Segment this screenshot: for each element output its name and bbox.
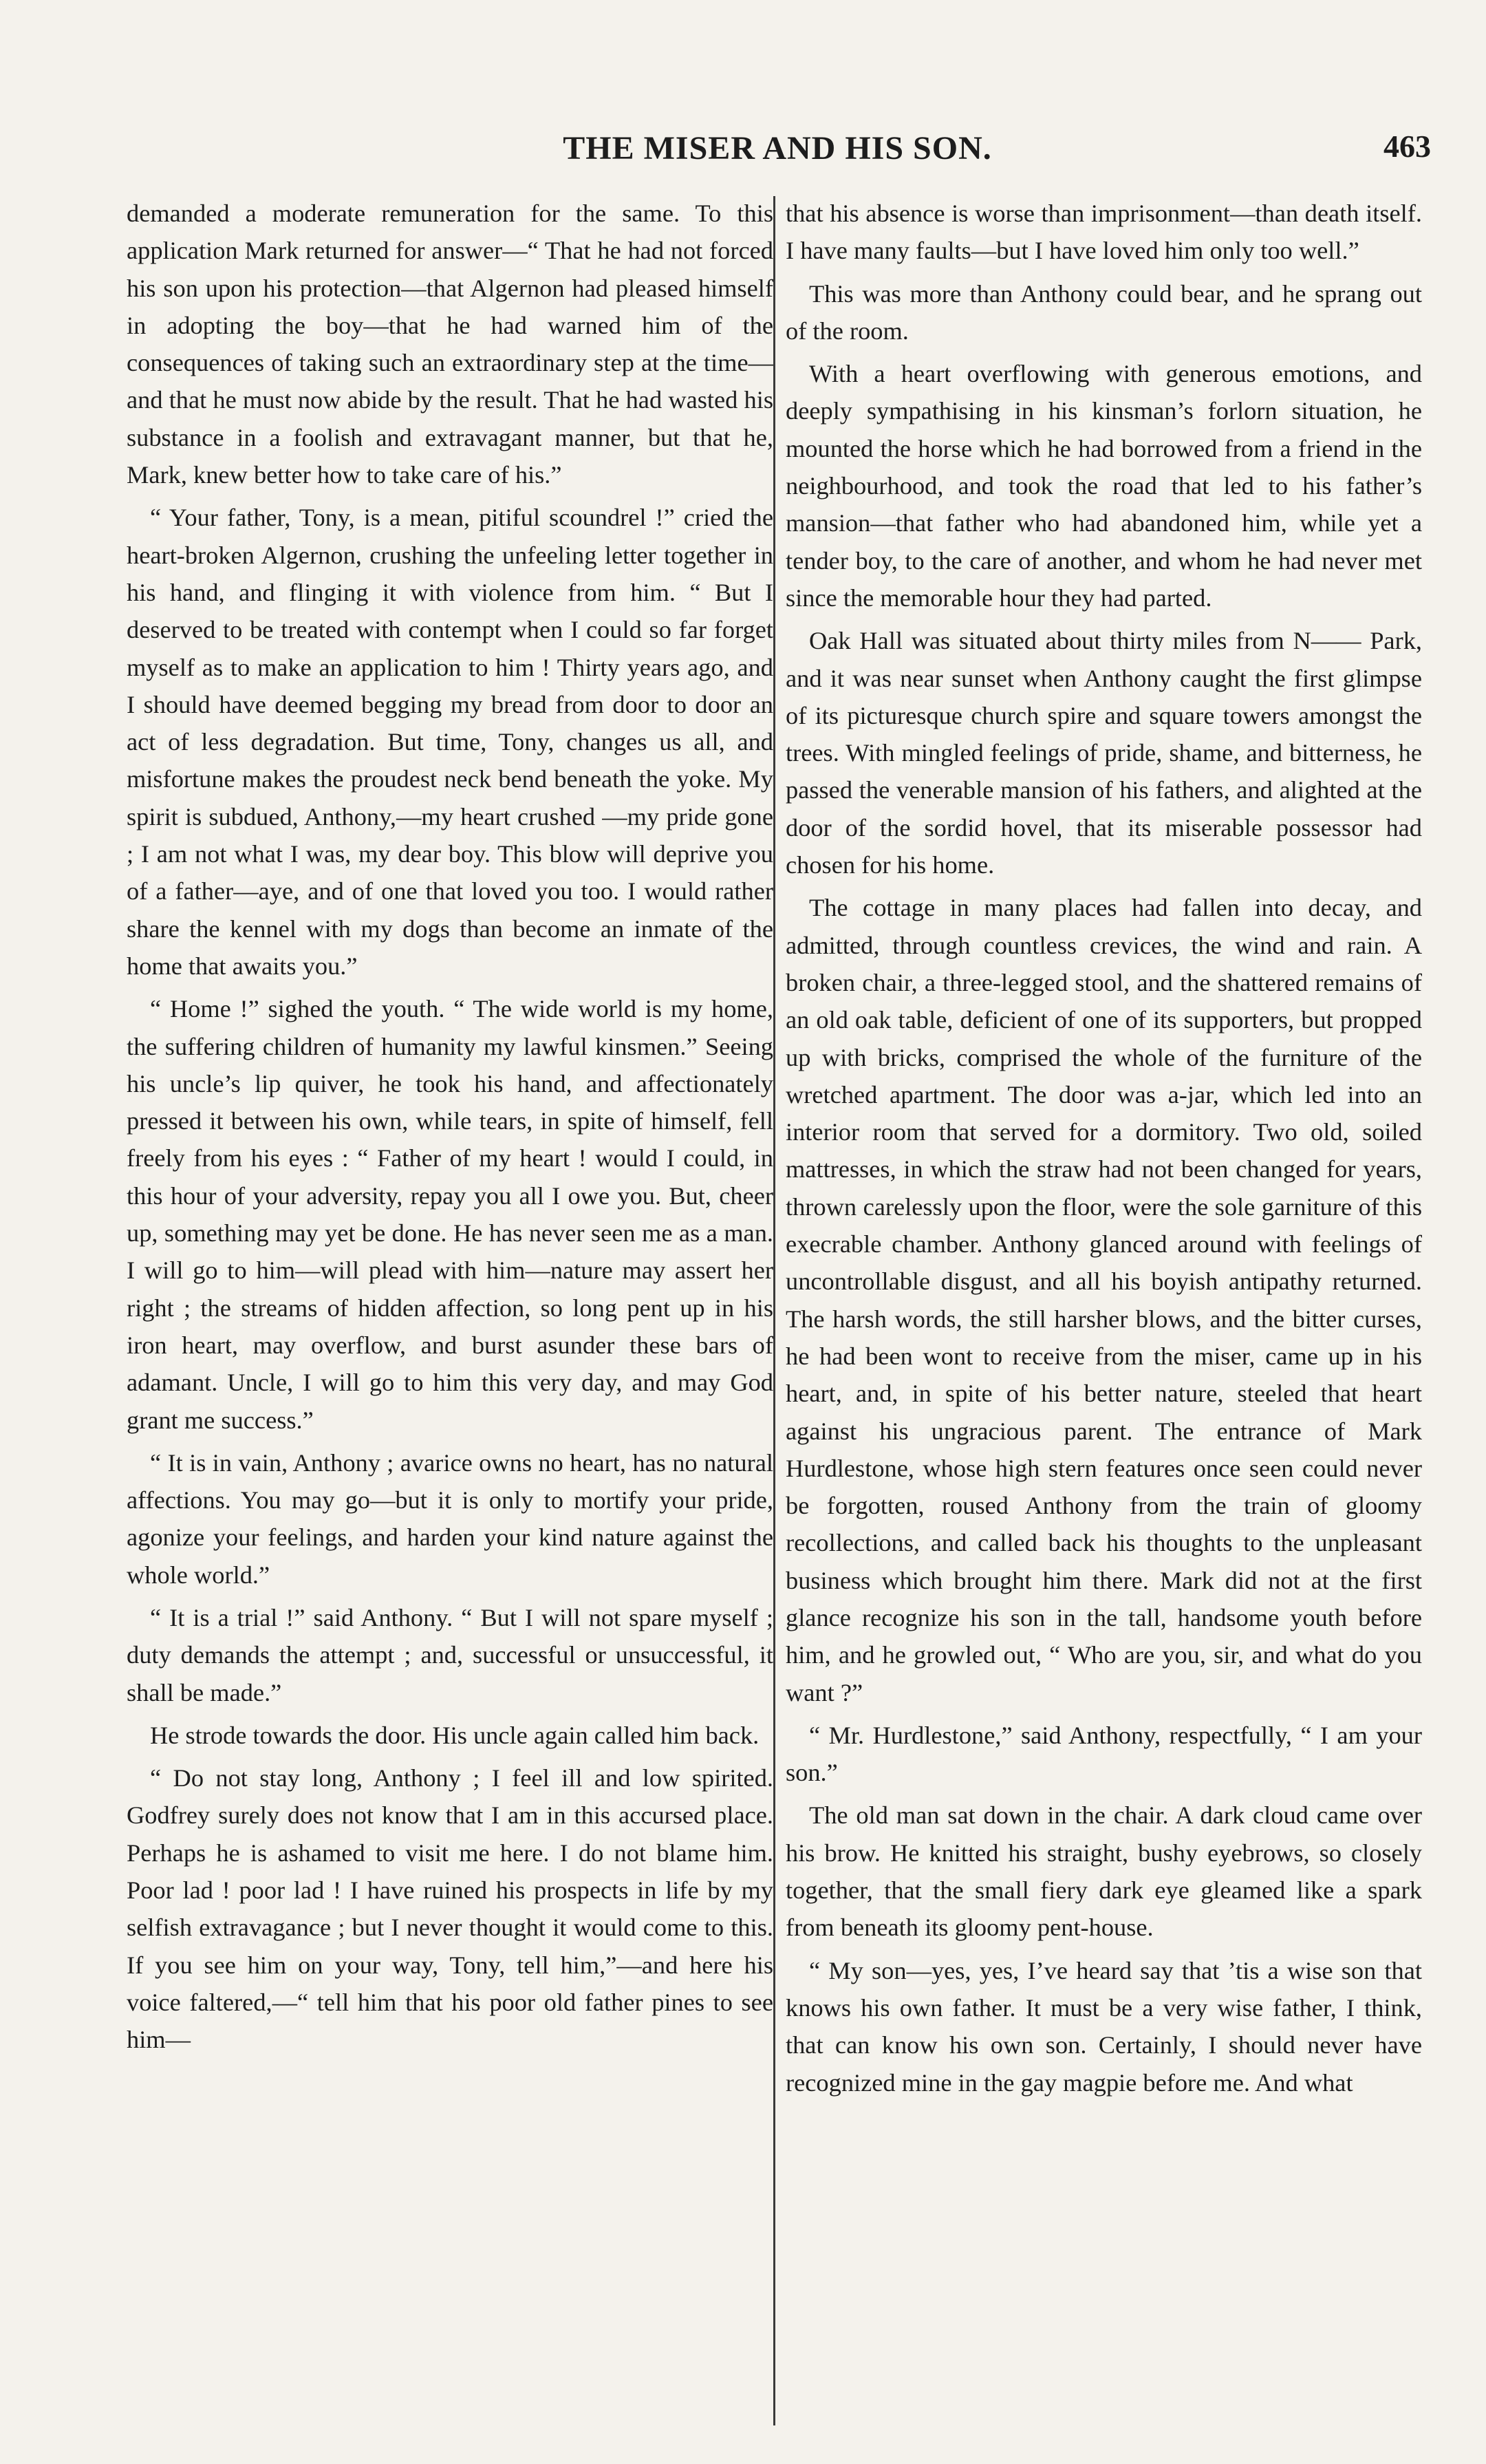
- paragraph: “ Home !” sighed the youth. “ The wide world is my home, the suffering children of humanity my lawful kinsmen.” Seeing his uncle’s lip quiver, he took his hand, and affectionately pressed it between his own, while tears, in spite of himself, fell freely from his eyes : “ Father of my heart ! would I could, in this hour of your adversity, repay you all I owe you. But, cheer up, something may yet be done. He has never seen me as a man. I will go to him—will plead with him—nature may assert her right ; the streams of hidden affection, so long pent up in his iron heart, may overflow, and burst asunder these bars of adamant. Uncle, I will go to him this very day, and may God grant me success.”: [127, 995, 773, 1434]
- paragraph: “ Do not stay long, Anthony ; I feel ill and low spirited. Godfrey surely does not know that I am in this accursed place. Perhaps he is ashamed to visit me here. I do not blame him. Poor lad ! poor lad ! I have ruined his prospects in life by my selfish extravagance ; but I never thought it would come to this. If you see him on your way, Tony, tell him,”—and here his voice faltered,—“ tell him that his poor old father pines to see him—: [127, 1764, 773, 2054]
- paragraph: that his absence is worse than imprisonment—than death itself. I have many faults—but I have loved him only too well.”: [786, 200, 1422, 265]
- paragraph: “ It is in vain, Anthony ; avarice owns no heart, has no natural affections. You may go—but it is only to mortify your pride, agonize your feelings, and harden your kind nature against the whole world.”: [127, 1448, 773, 1589]
- right-column: [786, 195, 1422, 2107]
- paragraph: Oak Hall was situated about thirty miles from N—— Park, and it was near sunset when Anthony caught the first glimpse of its picturesque church spire and square towers amongst the trees. With mingled feelings of pride, shame, and bitterness, he passed the venerable mansion of his fathers, and alighted at the door of the sordid hovel, that its miserable possessor had chosen for his home.: [786, 627, 1422, 879]
- paragraph: He strode towards the door. His uncle again called him back.: [150, 1721, 760, 1749]
- paragraph: This was more than Anthony could bear, and he sprang out of the room.: [786, 279, 1422, 345]
- paragraph: “ Your father, Tony, is a mean, pitiful scoundrel !” cried the heart-broken Algernon, crushing the unfeeling letter together in his hand, and flinging it with violence from him. “ But I deserved to be treated with contempt when I could so far forget myself as to make an application to him ! Thirty years ago, and I should have deemed begging my bread from door to door an act of less degradation. But time, Tony, changes us all, and misfortune makes the proudest neck bend beneath the yoke. My spirit is subdued, Anthony,—my heart crushed —my pride gone ; I am not what I was, my dear boy. This blow will deprive you of a father—aye, and of one that loved you too. I would rather share the kennel with my dogs than become an inmate of the home that awaits you.”: [127, 504, 773, 980]
- paragraph: “ Mr. Hurdlestone,” said Anthony, respectfully, “ I am your son.”: [786, 1721, 1422, 1787]
- paragraph: With a heart overflowing with generous emotions, and deeply sympathising in his kinsman’s forlorn situation, he mounted the horse which he had borrowed from a friend in the neighbourhood, and took the road that led to his father’s mansion—that father who had abandoned him, while yet a tender boy, to the care of another, and whom he had never met since the memorable hour they had parted.: [786, 360, 1422, 612]
- page-number: 463: [1383, 129, 1431, 164]
- left-column: [127, 195, 773, 2064]
- paragraph: The old man sat down in the chair. A dark cloud came over his brow. He knitted his straight, bushy eyebrows, so closely together, that the small fiery dark eye gleamed like a spark from beneath its gloomy pent-house.: [786, 1801, 1422, 1942]
- paragraph: “ My son—yes, yes, I’ve heard say that ’tis a wise son that knows his own father. It must be a very wise father, I think, that can know his own son. Certainly, I should never have recognized mine in the gay magpie before me. And what: [786, 1956, 1422, 2097]
- paragraph: The cottage in many places had fallen into decay, and admitted, through countless crevices, the wind and rain. A broken chair, a three-legged stool, and the shattered remains of an old oak table, deficient of one of its supporters, but propped up with bricks, comprised the whole of the furniture of the wretched apartment. The door was a-jar, which led into an interior room that served for a dormitory. Two old, soiled mattresses, in which the straw had not been changed for years, thrown carelessly upon the floor, were the sole garniture of this execrable chamber. Anthony glanced around with feelings of uncontrollable disgust, and all his boyish antipathy returned. The harsh words, the still harsher blows, and the bitter curses, he had been wont to receive from the miser, came up in his heart, and, in spite of his better nature, steeled that heart against his ungracious parent. The entrance of Mark Hurdlestone, whose high stern features once seen could never be forgotten, roused Anthony from the train of gloomy recollections, and called back his thoughts to the unpleasant business which brought him there. Mark did not at the first glance recognize his son in the tall, handsome youth before him, and he growled out, “ Who are you, sir, and what do you want ?”: [786, 894, 1422, 1706]
- running-title: THE MISER AND HIS SON.: [563, 130, 992, 167]
- page-header: [124, 129, 1431, 178]
- paragraph: “ It is a trial !” said Anthony. “ But I will not spare myself ; duty demands the attempt ; and, successful or unsuccessful, it shall be made.”: [127, 1603, 773, 1706]
- column-divider: [773, 196, 775, 2425]
- paragraph: demanded a moderate remuneration for the same. To this application Mark returned for answer—“ That he had not forced his son upon his protection—that Algernon had pleased himself in adopting the boy—that he had warned him of the consequences of taking such an extraordinary step at the time—and that he must now abide by the result. That he had wasted his substance in a foolish and extravagant manner, but that he, Mark, knew better how to take care of his.”: [127, 200, 773, 489]
